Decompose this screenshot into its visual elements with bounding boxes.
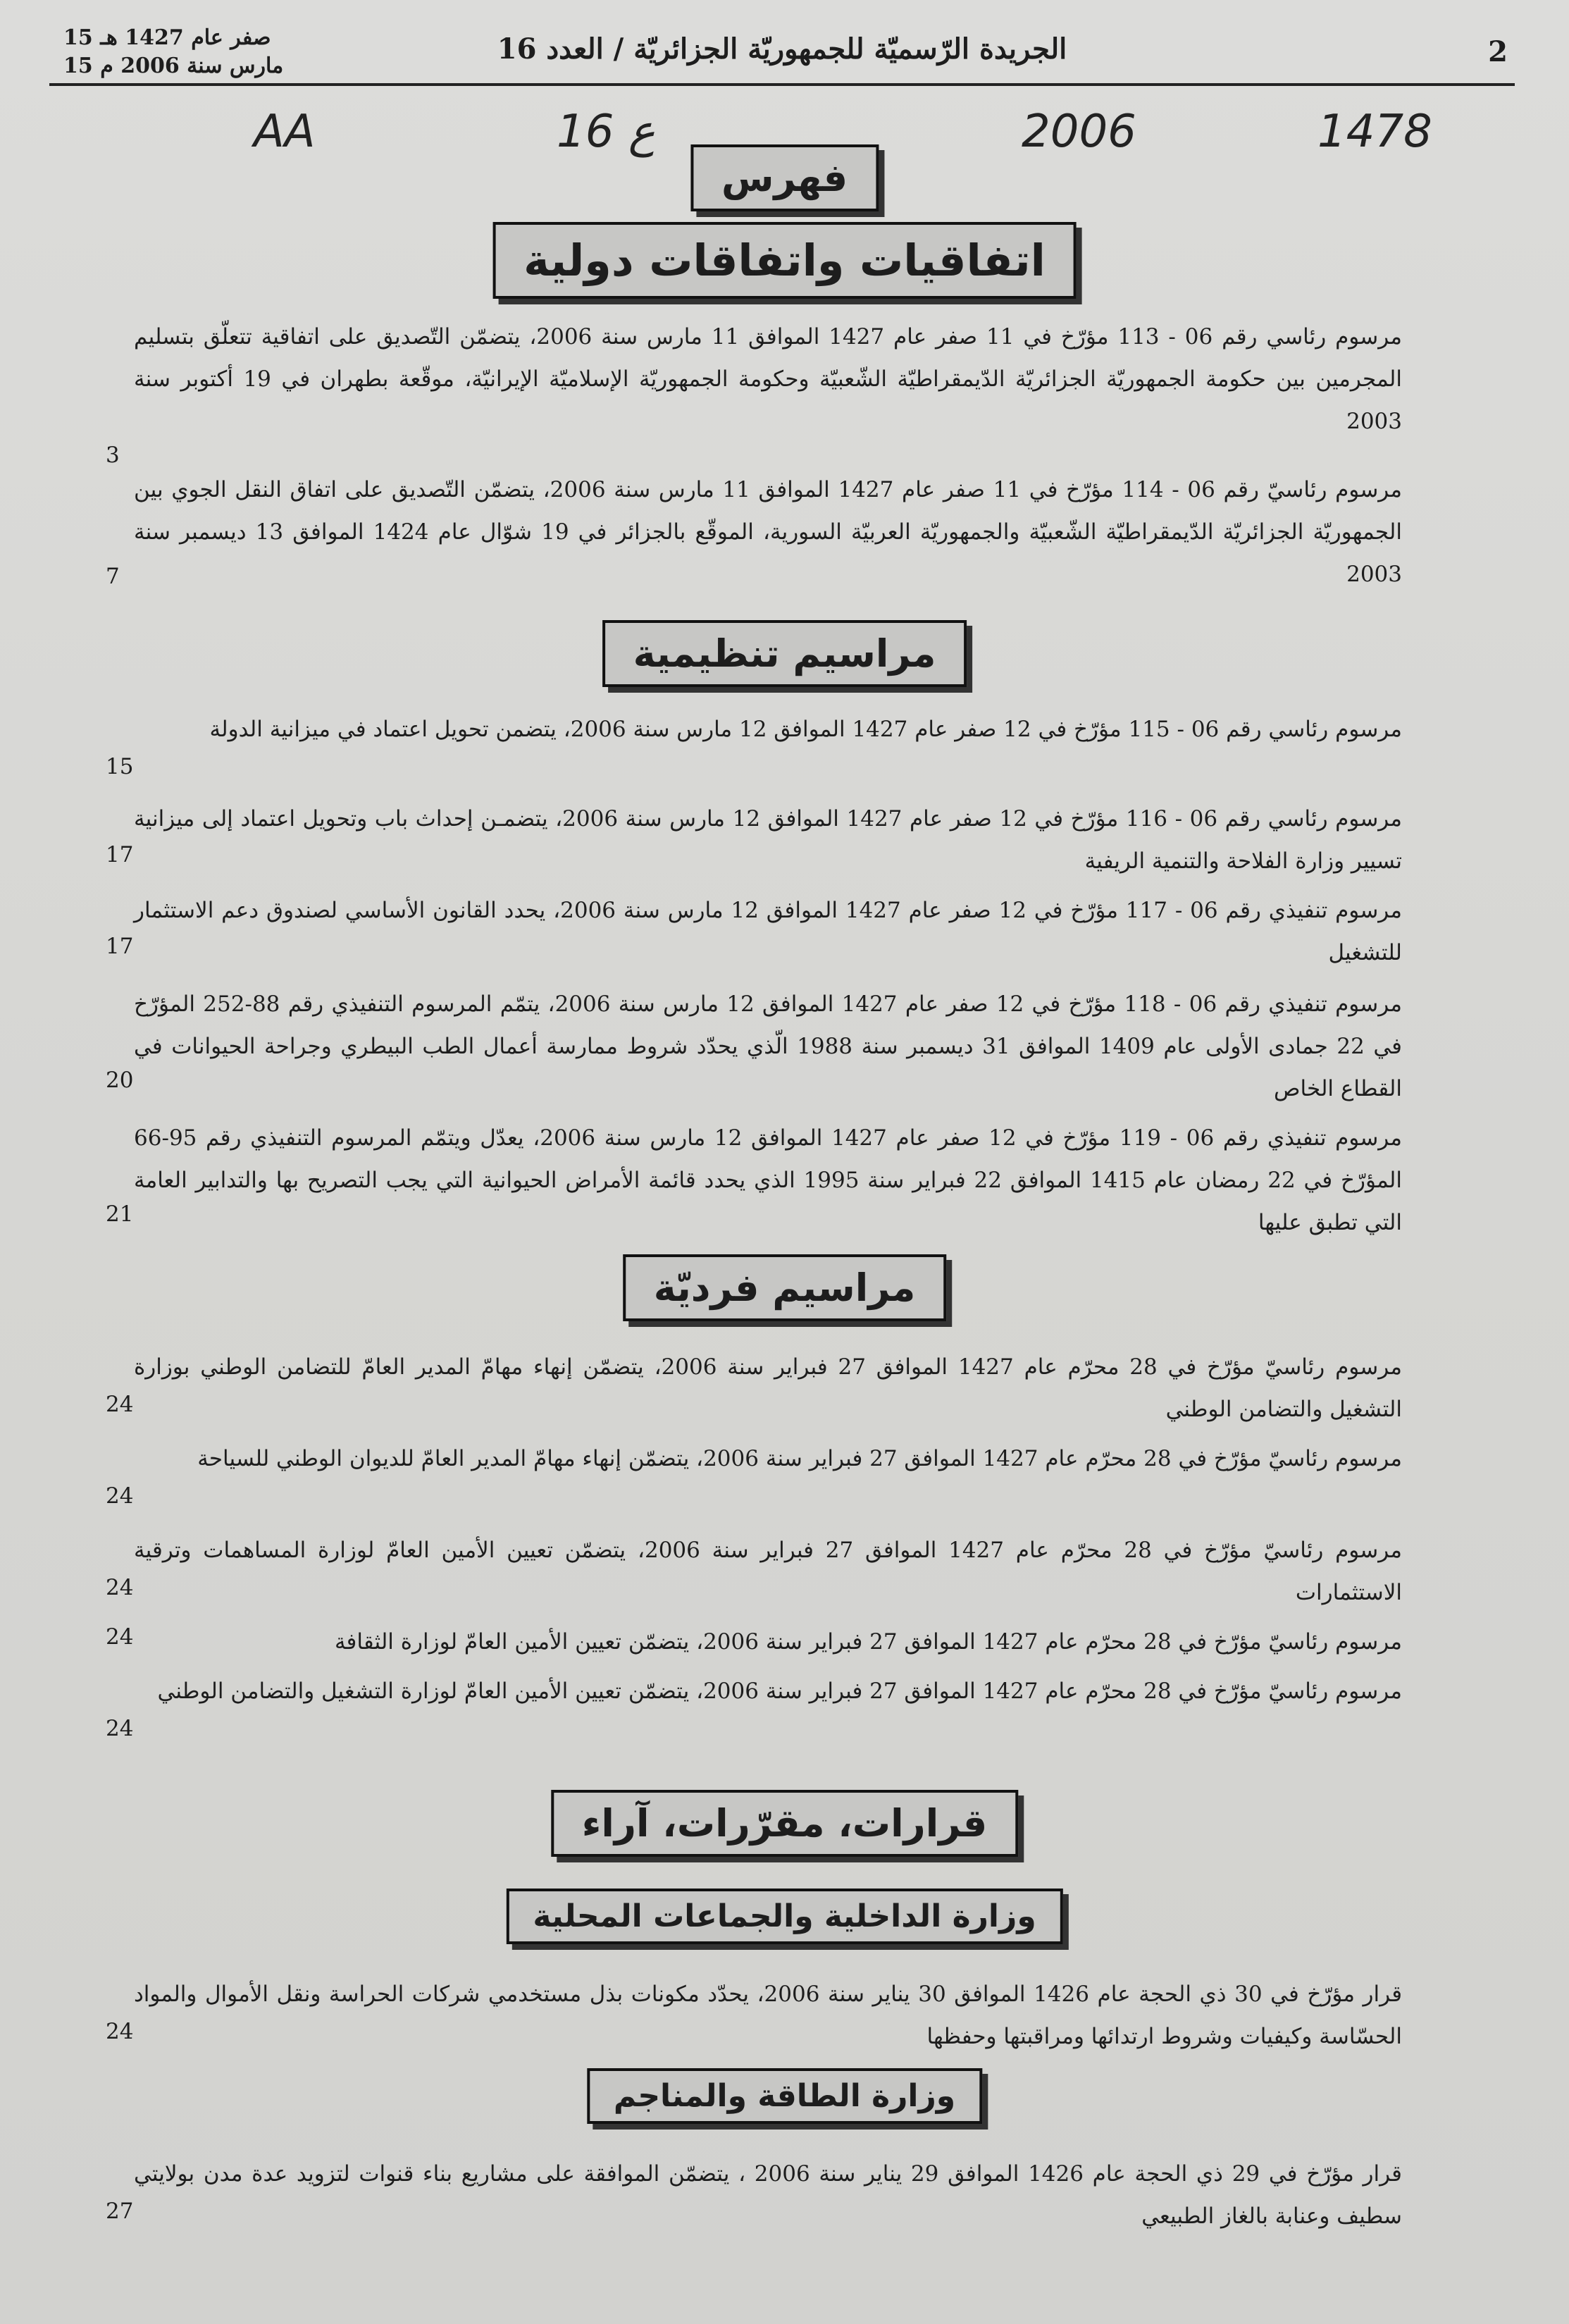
toc-entry[interactable]: مرسوم رئاسيّ مؤرّخ في 28 محرّم عام 1427 الموافق 27 فبراير سنة 2006، يتضمّن تعيين الأمين العامّ لوزارة المساهمات وترقية الاستثمارات	[134, 1538, 1402, 1605]
toc-page-number: 3	[106, 443, 120, 468]
header-date-hijri: 15 صفر عام 1427 هـ	[63, 25, 271, 50]
handwritten-annotation: AA	[254, 106, 316, 158]
handwritten-annotation: 1478	[1317, 106, 1432, 158]
section-title: قرارات، مقرّرات، آراء	[551, 1790, 1018, 1857]
subsection-title: وزارة الطاقة والمناجم	[587, 2068, 982, 2124]
toc-entry[interactable]: مرسوم رئاسيّ مؤرّخ في 28 محرّم عام 1427 الموافق 27 فبراير سنة 2006، يتضمّن إنهاء مهامّ المدير العامّ للتضامن الوطني بوزارة التشغيل والتضامن الوطني	[134, 1354, 1402, 1422]
toc-entry[interactable]: مرسوم تنفيذي رقم 06 - 119 مؤرّخ في 12 صفر عام 1427 الموافق 12 مارس سنة 2006، يعدّل ويتمّم المرسوم التنفيذي رقم 95-66 المؤرّخ في 22 رمضان عام 1415 الموافق 22 فبراير سنة 1995 الذي يحدد قائمة الأمراض الحيوانية التي يجب التصريح بها والتدابير العامة التي تطبق عليها	[134, 1125, 1402, 1235]
toc-entry[interactable]: مرسوم تنفيذي رقم 06 - 118 مؤرّخ في 12 صفر عام 1427 الموافق 12 مارس سنة 2006، يتمّم المرسوم التنفيذي رقم 88-252 المؤرّخ في 22 جمادى الأولى عام 1409 الموافق 31 ديسمبر سنة 1988 الّذي يحدّد شروط ممارسة أعمال الطب البيطري وجراحة الحيوانات في القطاع الخاص	[134, 991, 1403, 1101]
toc-page-number: 24	[106, 1716, 134, 1741]
toc-entry[interactable]: قرار مؤرّخ في 30 ذي الحجة عام 1426 الموافق 30 يناير سنة 2006، يحدّد مكونات بذل مستخدمي شركات الحراسة ونقل الأموال والمواد الحسّاسة وكيفيات وشروط ارتدائها ومراقبتها وحفظها	[134, 1982, 1403, 2049]
toc-page-number: 24	[106, 1483, 134, 1509]
toc-entry[interactable]: مرسوم رئاسيّ مؤرّخ في 28 محرّم عام 1427 الموافق 27 فبراير سنة 2006، يتضمّن تعيين الأمين العامّ لوزارة التشغيل والتضامن الوطني	[157, 1679, 1402, 1704]
header-date-gregorian: 15 مارس سنة 2006 م	[63, 54, 284, 78]
toc-page-number: 17	[106, 842, 134, 867]
section-title: اتفاقيات واتفاقات دولية	[492, 222, 1077, 299]
toc-page-number: 24	[106, 1624, 134, 1650]
subsection-title: وزارة الداخلية والجماعات المحلية	[506, 1889, 1062, 1944]
toc-title: فهرس	[690, 144, 879, 211]
handwritten-annotation: 16 ع	[557, 106, 655, 158]
page-number: 2	[1488, 35, 1508, 68]
toc-entry[interactable]: مرسوم رئاسيّ مؤرّخ في 28 محرّم عام 1427 الموافق 27 فبراير سنة 2006، يتضمّن تعيين الأمين العامّ لوزارة الثقافة	[334, 1629, 1402, 1655]
section-title: مراسيم فرديّة	[623, 1254, 947, 1321]
toc-entry[interactable]: مرسوم رئاسي رقم 06 - 113 مؤرّخ في 11 صفر عام 1427 الموافق 11 مارس سنة 2006، يتضمّن التّصديق على اتفاقية تتعلّق بتسليم المجرمين بين حكومة الجمهوريّة الجزائريّة الدّيمقراطيّة الشّعبيّة وحكومة الجمهوريّة الإسلاميّة الإيرانيّة، موقّعة بطهران في 19 أكتوبر سنة 2003	[134, 324, 1402, 434]
toc-page-number: 24	[106, 1575, 134, 1600]
section-title: مراسيم تنظيمية	[602, 620, 967, 687]
toc-entry[interactable]: مرسوم تنفيذي رقم 06 - 117 مؤرّخ في 12 صفر عام 1427 الموافق 12 مارس سنة 2006، يحدد القانون الأساسي لصندوق دعم الاستثمار للتشغيل	[134, 898, 1402, 965]
toc-page-number: 24	[106, 2019, 134, 2044]
header-title: الجريدة الرّسميّة للجمهوريّة الجزائريّة / العدد 16	[497, 32, 1067, 66]
toc-page-number: 27	[106, 2199, 134, 2224]
toc-entry[interactable]: مرسوم رئاسيّ مؤرّخ في 28 محرّم عام 1427 الموافق 27 فبراير سنة 2006، يتضمّن إنهاء مهامّ المدير العامّ للديوان الوطني للسياحة	[197, 1446, 1402, 1471]
page-header	[49, 20, 1515, 86]
handwritten-annotation: 2006	[1022, 106, 1136, 158]
toc-entry[interactable]: قرار مؤرّخ في 29 ذي الحجة عام 1426 الموافق 29 يناير سنة 2006 ، يتضمّن الموافقة على مشاريع بناء قنوات لتزويد عدة مدن بولايتي سطيف وعنابة بالغاز الطبيعي	[134, 2161, 1403, 2229]
toc-entry[interactable]: مرسوم رئاسيّ رقم 06 - 114 مؤرّخ في 11 صفر عام 1427 الموافق 11 مارس سنة 2006، يتضمّن التّصديق على اتفاق النقل الجوي بين الجمهوريّة الجزائريّة الدّيمقراطيّة الشّعبيّة والجمهوريّة العربيّة السورية، الموقّع بالجزائر في 19 شوّال عام 1424 الموافق 13 ديسمبر سنة 2003	[134, 477, 1403, 587]
toc-page-number: 7	[106, 564, 120, 589]
toc-entry[interactable]: مرسوم رئاسي رقم 06 - 115 مؤرّخ في 12 صفر عام 1427 الموافق 12 مارس سنة 2006، يتضمن تحويل اعتماد في ميزانية الدولة	[209, 717, 1402, 742]
toc-entry[interactable]: مرسوم رئاسي رقم 06 - 116 مؤرّخ في 12 صفر عام 1427 الموافق 12 مارس سنة 2006، يتضمـن إحداث باب وتحويل اعتماد إلى ميزانية تسيير وزارة الفلاحة والتنمية الريفية	[134, 806, 1403, 874]
toc-page-number: 15	[106, 754, 134, 779]
toc-page-number: 20	[106, 1068, 134, 1093]
toc-page-number: 17	[106, 934, 134, 959]
toc-page-number: 24	[106, 1392, 134, 1417]
toc-page-number: 21	[106, 1201, 134, 1227]
